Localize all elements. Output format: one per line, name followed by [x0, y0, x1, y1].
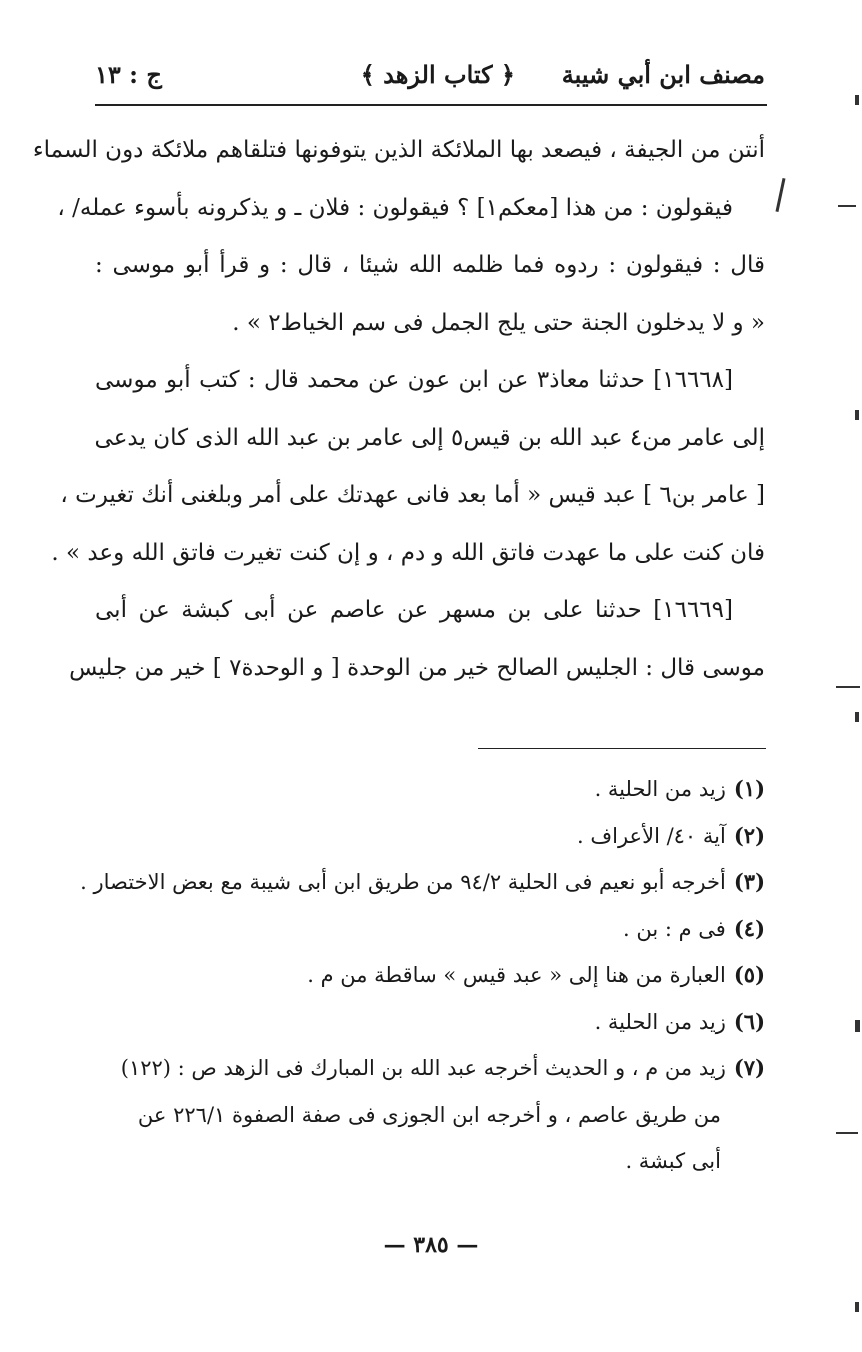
footnote-continuation: من طريق عاصم ، و أخرجه ابن الجوزى فى صفة الصفوة ٢٢٦/١ عن	[137, 1102, 721, 1127]
footnote-number: (١)	[733, 776, 765, 801]
footnote	[80, 859, 765, 906]
footnote-continuation: أبى كبشة .	[625, 1149, 721, 1173]
scan-mark	[836, 686, 860, 688]
scan-mark	[855, 410, 859, 420]
running-header	[95, 52, 765, 102]
page-number: — ٣٨٥ —	[383, 1232, 479, 1258]
footnote-text: زيد من م ، و الحديث أخرجه عبد الله بن المبارك فى الزهد ص : (١٢٢)	[120, 1056, 726, 1080]
scan-mark	[836, 1132, 858, 1134]
text-line: فان كنت على ما عهدت فاتق الله و دم ، و إن كنت تغيرت فاتق الله وعد » .	[51, 539, 765, 566]
footnote-rule	[478, 748, 766, 749]
scan-mark	[855, 1302, 859, 1312]
scan-mark	[855, 1020, 860, 1032]
footnote	[95, 1045, 765, 1092]
text-line: [ عامر بن٦ ] عبد قيس « أما بعد فانى عهدتك على أمر وبلغنى أنك تغيرت ،	[60, 482, 765, 508]
volume-number: ج : ١٣	[95, 60, 162, 89]
footnote-text: آية ٤٠/ الأعراف .	[577, 823, 726, 848]
text-line: إلى عامر من٤ عبد الله بن قيس٥ إلى عامر بن عبد الله الذى كان يدعى	[94, 424, 765, 451]
scan-mark	[775, 178, 785, 212]
footnote-number: (٣)	[733, 869, 765, 894]
main-text	[32, 122, 765, 697]
text-line: « و لا يدخلون الجنة حتى يلج الجمل فى سم الخياط٢ » .	[232, 309, 765, 336]
footnote-text: فى م : بن .	[623, 916, 726, 941]
footnote-text: أخرجه أبو نعيم فى الحلية ٩٤/٢ من طريق ابن أبى شيبة مع بعض الاختصار .	[80, 870, 726, 894]
text-line: أنتن من الجيفة ، فيصعد بها الملائكة الذين يتوفونها فتلقاهم ملائكة دون السماء	[32, 137, 765, 163]
footnote-number: (٦)	[733, 1008, 765, 1034]
scan-mark	[855, 95, 859, 105]
chapter-title: ﴿ كتاب الزهد ﴾	[360, 60, 515, 89]
footnotes	[80, 766, 765, 1185]
footnote-number: (٤)	[733, 915, 765, 941]
footnote-text: زيد من الحلية .	[594, 777, 726, 801]
hadith-line: [١٦٦٦٨] حدثنا معاذ٣ عن ابن عون عن محمد قال : كتب أبو موسى	[95, 367, 733, 393]
hadith-line: [١٦٦٦٩] حدثنا على بن مسهر عن عاصم عن أبى كبشة عن أبى	[95, 597, 733, 623]
text-line: فيقولون : من هذا [معكم١] ؟ فيقولون : فلان ـ و يذكرونه بأسوء عمله/ ،	[57, 194, 733, 221]
scan-mark	[838, 205, 856, 207]
text-line: قال : فيقولون : ردوه فما ظلمه الله شيئا ، قال : و قرأ أبو موسى :	[95, 252, 765, 278]
footnote-text: زيد من الحلية .	[594, 1009, 726, 1034]
header-rule	[95, 104, 767, 106]
footnote	[95, 906, 765, 953]
footnote	[95, 999, 765, 1046]
text-line: موسى قال : الجليس الصالح خير من الوحدة [ و الوحدة٧ ] خير من جليس	[69, 654, 765, 681]
scan-mark	[855, 712, 859, 722]
footnote-number: (٥)	[733, 962, 765, 987]
footnote-text: العبارة من هنا إلى « عبد قيس » ساقطة من م .	[307, 963, 726, 987]
footnote	[95, 813, 765, 860]
footnote	[95, 766, 765, 813]
footnote-number: (٧)	[733, 1055, 765, 1080]
book-title: مصنف ابن أبي شيبة	[561, 60, 765, 89]
footnote-number: (٢)	[733, 822, 765, 848]
footnote	[95, 952, 765, 999]
